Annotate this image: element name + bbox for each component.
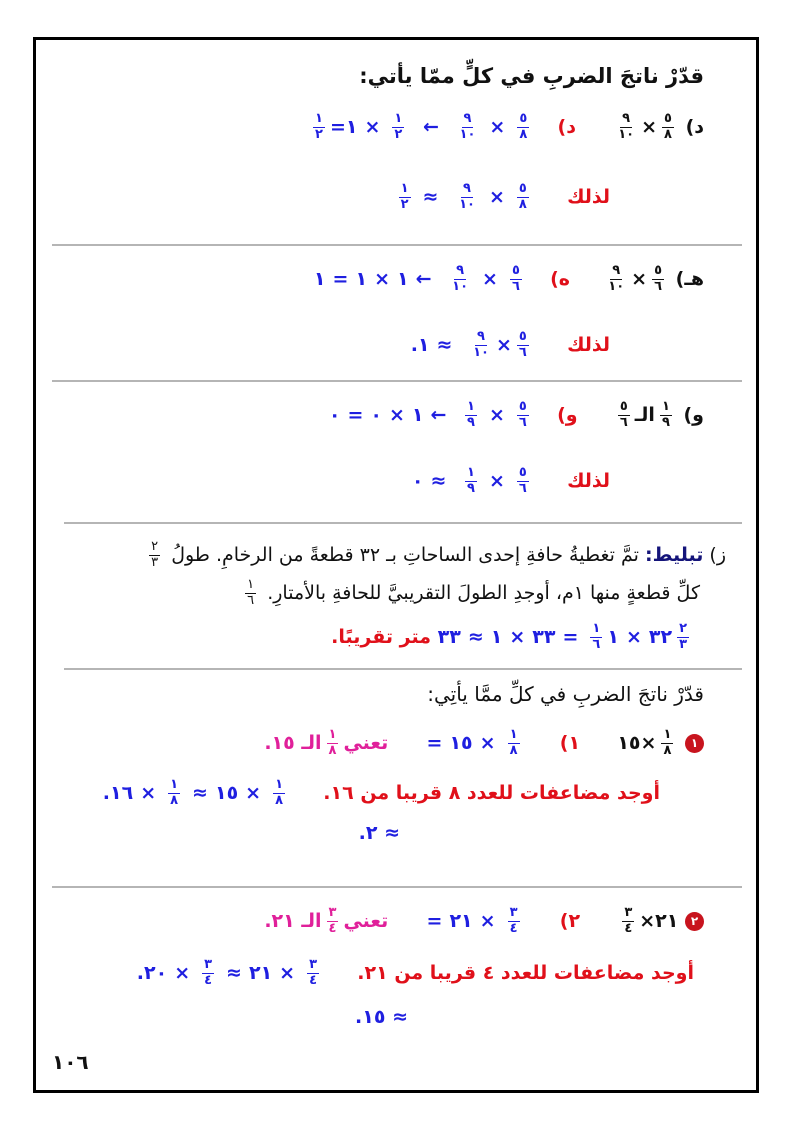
fraction xyxy=(392,112,404,143)
numerator: ٣ xyxy=(309,957,318,972)
result-2: ≈ ١٥. xyxy=(355,1006,408,1028)
math-token: ≈ xyxy=(430,469,447,492)
numerator: ٢ xyxy=(151,539,159,554)
math-token: تمَّ تغطيةُ حافةِ إحدى الساحاتِ بـ ٣٢ قطعةً من الرخامِ. طولُ xyxy=(171,543,639,566)
result-1: ≈ ٢. xyxy=(358,822,400,844)
math-token: ≈ xyxy=(422,185,439,208)
result-d xyxy=(394,182,610,213)
numerator: ١ xyxy=(663,727,672,742)
divider xyxy=(52,886,742,888)
fraction xyxy=(465,400,477,431)
denominator: ٣ xyxy=(679,636,687,652)
fraction xyxy=(677,622,689,653)
math-token: د) xyxy=(685,115,704,138)
math-token: ≈ xyxy=(436,333,453,356)
math-token: ١٦ xyxy=(109,781,134,804)
divider xyxy=(52,380,742,382)
math-token: ٠ xyxy=(370,403,382,426)
numerator: ٩ xyxy=(463,111,472,126)
fraction xyxy=(313,112,325,143)
hint-1 xyxy=(103,778,660,809)
denominator: ٦ xyxy=(247,592,255,608)
result-h xyxy=(411,330,610,361)
denominator: ٨ xyxy=(328,742,337,758)
math-token: ٢) xyxy=(559,909,581,932)
math-token: × xyxy=(509,625,526,648)
fraction xyxy=(517,112,529,143)
math-token: أوجد مضاعفات للعدد ٤ قريبا من ٢١. xyxy=(357,961,694,984)
fraction xyxy=(517,330,529,361)
math-token: متر تقريبًا. xyxy=(331,625,431,648)
fraction xyxy=(517,182,529,213)
page-number: ١٠٦ xyxy=(52,1050,89,1074)
divider xyxy=(64,522,742,524)
section-heading: قدّرْ ناتجَ الضربِ في كلٍّ ممّا يأتي: xyxy=(359,64,704,88)
math-token: × xyxy=(488,403,505,426)
denominator: ٦ xyxy=(619,414,628,430)
numerator: ٣ xyxy=(328,905,337,920)
numerator: ١ xyxy=(592,621,601,636)
numerator: ٥ xyxy=(619,399,628,414)
number-badge: ٢ xyxy=(685,912,704,931)
problem-2 xyxy=(264,906,704,937)
fraction xyxy=(273,778,285,809)
math-token: الـ xyxy=(634,403,655,426)
math-token: تعني xyxy=(343,731,389,754)
denominator: ٢ xyxy=(315,126,323,142)
math-token: ١) xyxy=(559,731,581,754)
denominator: ٤ xyxy=(309,972,318,988)
fraction xyxy=(149,540,160,571)
math-token: ٢١ xyxy=(449,909,473,932)
math-token: × xyxy=(174,961,191,984)
math-token: × xyxy=(631,267,648,290)
fraction xyxy=(471,330,491,361)
denominator: ٤ xyxy=(509,920,518,936)
numerator: ٥ xyxy=(654,263,663,278)
problem-title: تبليط: xyxy=(645,543,704,566)
numerator: ١ xyxy=(328,727,337,742)
denominator: ٤ xyxy=(624,920,633,936)
numerator: ١ xyxy=(467,465,475,480)
denominator: ٦ xyxy=(592,636,601,652)
math-token: ز) xyxy=(709,543,726,566)
denominator: ١٠ xyxy=(608,278,625,294)
math-token: × xyxy=(625,625,642,648)
math-token: ≈ xyxy=(467,625,484,648)
denominator: ١٠ xyxy=(618,126,635,142)
problem-1 xyxy=(264,728,704,759)
math-token: ٠ xyxy=(411,469,424,492)
math-token: × xyxy=(488,185,505,208)
problem-z xyxy=(144,540,726,571)
numerator: ١ xyxy=(315,111,323,126)
fraction xyxy=(457,182,477,213)
numerator: ١ xyxy=(247,577,255,592)
denominator: ١٠ xyxy=(459,196,475,212)
numerator: ٥ xyxy=(511,263,520,278)
math-token: ١٥ xyxy=(449,731,473,754)
denominator: ٨ xyxy=(518,196,527,212)
denominator: ٨ xyxy=(664,126,672,142)
problem-z-line2 xyxy=(240,578,700,609)
numerator: ٩ xyxy=(622,111,631,126)
fraction xyxy=(590,622,602,653)
denominator: ٩ xyxy=(467,414,475,430)
answer-z xyxy=(331,622,694,653)
numerator: ١ xyxy=(661,399,670,414)
fraction xyxy=(307,958,319,989)
math-token: = xyxy=(329,115,346,138)
denominator: ١٠ xyxy=(459,126,476,142)
math-token: × xyxy=(640,731,657,754)
fraction xyxy=(660,400,672,431)
denominator: ٨ xyxy=(170,792,179,808)
math-token: = xyxy=(347,403,364,426)
fraction xyxy=(510,264,522,295)
fraction xyxy=(508,906,520,937)
denominator: ١٠ xyxy=(452,278,469,294)
math-token: تعني xyxy=(343,909,389,932)
math-token: الـ ١٥. xyxy=(264,731,322,754)
math-token: = xyxy=(562,625,579,648)
numerator: ٢ xyxy=(679,621,687,636)
math-token: × xyxy=(479,909,496,932)
math-token: × xyxy=(495,333,512,356)
math-token: ١ xyxy=(345,115,358,138)
denominator: ٢ xyxy=(400,196,409,212)
fraction xyxy=(517,466,529,497)
divider xyxy=(52,244,742,246)
math-token: ١ xyxy=(396,267,409,290)
numerator: ١ xyxy=(467,399,475,414)
fraction xyxy=(465,466,477,497)
math-token: ١ xyxy=(355,267,368,290)
math-token: = xyxy=(426,731,443,754)
math-token: و) xyxy=(557,403,578,426)
numerator: ١ xyxy=(400,181,409,196)
math-token: × xyxy=(489,115,506,138)
math-token: لذلك xyxy=(567,333,610,356)
math-token: × xyxy=(279,961,296,984)
math-token: × xyxy=(641,115,657,138)
math-token: لذلك xyxy=(567,469,610,492)
denominator: ٤ xyxy=(204,972,213,988)
math-token: ١ xyxy=(411,403,424,426)
math-token: × xyxy=(482,267,498,290)
math-token: د) xyxy=(557,115,576,138)
fraction xyxy=(399,182,411,213)
denominator: ٦ xyxy=(654,278,663,294)
fraction xyxy=(327,906,339,937)
fraction xyxy=(606,264,626,295)
denominator: ٨ xyxy=(519,126,528,142)
denominator: ٦ xyxy=(518,344,527,360)
math-token: × xyxy=(364,115,381,138)
fraction xyxy=(662,112,674,143)
math-token: × xyxy=(639,909,656,932)
fraction xyxy=(327,728,339,759)
fraction xyxy=(616,112,636,143)
numerator: ٥ xyxy=(518,399,527,414)
fraction xyxy=(508,728,520,759)
numerator: ٩ xyxy=(463,181,471,196)
math-token: . xyxy=(102,781,110,804)
math-token: ٢١ xyxy=(248,961,273,984)
problem-h xyxy=(314,264,704,295)
numerator: ٥ xyxy=(518,329,527,344)
numerator: ٩ xyxy=(477,329,485,344)
math-token: ١٥ xyxy=(617,731,641,754)
denominator: ٦ xyxy=(518,480,527,496)
denominator: ٣ xyxy=(151,554,159,570)
math-token: ٢٠ xyxy=(143,961,168,984)
numerator: ٥ xyxy=(518,181,527,196)
denominator: ٢ xyxy=(394,126,403,142)
numerator: ٣ xyxy=(509,905,518,920)
math-token: × xyxy=(488,469,505,492)
denominator: ٨ xyxy=(663,742,672,758)
numerator: ١ xyxy=(275,777,284,792)
math-token: = xyxy=(426,909,443,932)
math-token: ١ xyxy=(490,625,503,648)
result-w xyxy=(412,466,610,497)
math-token: . xyxy=(136,961,144,984)
fraction xyxy=(168,778,180,809)
hint-2 xyxy=(137,958,694,989)
number-badge: ١ xyxy=(685,734,704,753)
problem-d xyxy=(308,112,704,143)
math-token: × xyxy=(245,781,262,804)
math-token: ١ xyxy=(417,333,430,356)
numerator: ١ xyxy=(170,777,179,792)
math-token: ٣٣ xyxy=(437,625,461,648)
denominator: ٨ xyxy=(509,742,518,758)
math-token: ١ xyxy=(607,625,619,648)
math-token: ← xyxy=(430,403,447,426)
denominator: ١٠ xyxy=(473,344,489,360)
math-token: ← xyxy=(415,267,432,290)
numerator: ٥ xyxy=(519,111,528,126)
math-token: ٣٢ xyxy=(648,625,673,648)
math-token: لذلك xyxy=(567,185,610,208)
section-heading-2: قدّرْ ناتجَ الضربِ في كلِّ ممَّا يأتِي: xyxy=(427,682,704,706)
numerator: ٩ xyxy=(612,263,621,278)
math-token: ٢١ xyxy=(655,909,679,932)
denominator: ٩ xyxy=(661,414,670,430)
math-token: ← xyxy=(422,115,439,138)
math-token: كلِّ قطعةٍ منها ١م، أوجدِ الطولَ التقريبيَّ للحافةِ بالأمتارِ. xyxy=(267,581,700,604)
math-token: × xyxy=(388,403,405,426)
math-token: ١٥ xyxy=(214,781,239,804)
denominator: ٦ xyxy=(511,278,520,294)
math-token: ٠ xyxy=(328,403,341,426)
fraction xyxy=(618,400,630,431)
denominator: ٩ xyxy=(467,480,475,496)
fraction xyxy=(202,958,214,989)
problem-w xyxy=(329,400,704,431)
numerator: ٣ xyxy=(624,905,633,920)
fraction xyxy=(245,578,256,609)
math-token: و) xyxy=(683,403,704,426)
denominator: ٦ xyxy=(518,414,527,430)
numerator: ٥ xyxy=(664,111,672,126)
math-token: . xyxy=(410,333,418,356)
divider xyxy=(64,668,742,670)
numerator: ٩ xyxy=(456,263,465,278)
math-token: × xyxy=(374,267,390,290)
fraction xyxy=(517,400,529,431)
math-token: × xyxy=(140,781,157,804)
math-token: أوجد مضاعفات للعدد ٨ قريبا من ١٦. xyxy=(323,781,660,804)
math-token: ه) xyxy=(550,267,571,290)
numerator: ١ xyxy=(509,727,518,742)
fraction xyxy=(622,906,634,937)
numerator: ١ xyxy=(394,111,403,126)
math-token: هـ) xyxy=(675,267,704,290)
math-token: الـ ٢١. xyxy=(264,909,322,932)
fraction xyxy=(450,264,470,295)
math-token: ١ xyxy=(313,267,326,290)
math-token: × xyxy=(479,731,496,754)
fraction xyxy=(661,728,673,759)
math-token: ≈ xyxy=(192,781,208,804)
denominator: ٤ xyxy=(328,920,337,936)
fraction xyxy=(458,112,478,143)
math-token: ≈ xyxy=(226,961,242,984)
math-token: ٣٣ xyxy=(532,625,556,648)
numerator: ٣ xyxy=(204,957,213,972)
fraction xyxy=(652,264,664,295)
numerator: ٥ xyxy=(518,465,527,480)
denominator: ٨ xyxy=(275,792,284,808)
math-token: = xyxy=(332,267,349,290)
